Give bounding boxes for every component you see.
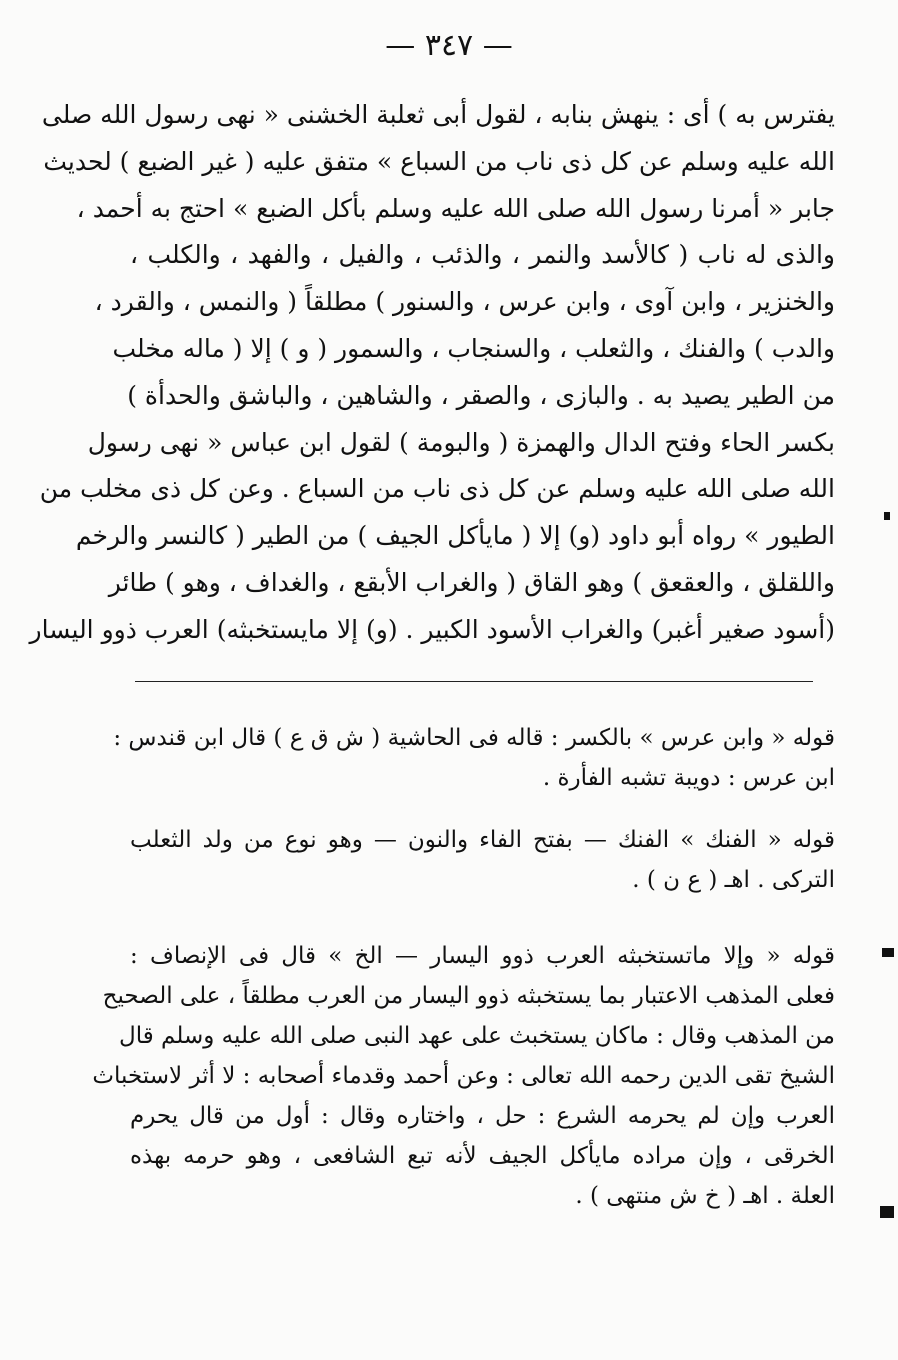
footnote-fanak	[130, 820, 835, 900]
main-text-line: جابر « أمرنا رسول الله صلى الله عليه وسلم بأكل الضبع » احتج به أحمد ،	[76, 193, 835, 223]
footnote-ibn-urs	[113, 718, 835, 798]
footnote-istikhbath	[92, 936, 835, 1216]
footnote-divider	[135, 681, 813, 682]
footnote-line: من المذهب وقال : ماكان يستخبث على عهد النبى صلى الله عليه وسلم قال	[119, 1023, 835, 1049]
margin-mark	[880, 1206, 894, 1218]
footnote-line: التركى . اهـ ( ع ن ) .	[632, 867, 835, 893]
page-number: — ٣٤٧ —	[385, 28, 513, 63]
footnote-line: العرب وإن لم يحرمه الشرع : حل ، واختاره وقال : أول من قال يحرم	[130, 1103, 835, 1129]
main-text-body	[29, 92, 835, 654]
footnote-line: الشيخ تقى الدين رحمه الله تعالى : وعن أحمد وقدماء أصحابه : لا أثر لاستخباث	[92, 1063, 835, 1089]
footnote-line: قوله « وإلا ماتستخبثه العرب ذوو اليسار — الخ » قال فى الإنصاف :	[130, 943, 835, 969]
footnote-line: قوله « الفنك » الفنك — بفتح الفاء والنون — وهو نوع من ولد الثعلب	[130, 827, 835, 853]
main-text-line: والخنزير ، وابن آوى ، وابن عرس ، والسنور ) مطلقاً ( والنمس ، والقرد ،	[94, 287, 835, 317]
footnote-line: العلة . اهـ ( خ ش منتهى ) .	[575, 1183, 835, 1209]
main-text-line: الله صلى الله عليه وسلم عن كل ذى ناب من السباع . وعن كل ذى مخلب من	[39, 474, 835, 504]
main-text-line: الطيور » رواه أبو داود (و) إلا ( مايأكل الجيف ) من الطير ( كالنسر والرخم	[75, 521, 835, 551]
margin-mark	[884, 512, 890, 520]
footnote-line: فعلى المذهب الاعتبار بما يستخبثه ذوو اليسار من العرب مطلقاً ، على الصحيح	[102, 983, 835, 1009]
footnote-line: الخرقى ، وإن مراده مايأكل الجيف لأنه تبع الشافعى ، وهو حرمه بهذه	[130, 1143, 835, 1169]
footnote-line: ابن عرس : دويبة تشبه الفأرة .	[542, 765, 835, 791]
main-text-line: من الطير يصيد به . والبازى ، والصقر ، والشاهين ، والباشق والحدأة )	[127, 380, 835, 410]
footnote-line: قوله « وابن عرس » بالكسر : قاله فى الحاشية ( ش ق ع ) قال ابن قندس :	[113, 725, 835, 751]
main-text-line: بكسر الحاء وفتح الدال والهمزة ( والبومة ) لقول ابن عباس « نهى رسول	[87, 427, 835, 457]
main-text-line: والذى له ناب ( كالأسد والنمر ، والذئب ، والفيل ، والفهد ، والكلب ،	[130, 240, 835, 270]
main-text-line: واللقلق ، والعقعق ) وهو القاق ( والغراب الأبقع ، والغداف ، وهو ) طائر	[108, 567, 835, 597]
main-text-line: (أسود صغير أغبر) والغراب الأسود الكبير . (و) إلا مايستخبثه) العرب ذوو اليسار	[29, 614, 835, 644]
margin-mark	[882, 948, 894, 957]
main-text-line: يفترس به ) أى : ينهش بنابه ، لقول أبى ثعلبة الخشنى « نهى رسول الله صلى	[41, 100, 835, 129]
main-text-line: الله عليه وسلم عن كل ذى ناب من السباع » متفق عليه ( غير الضبع ) لحديث	[43, 146, 835, 176]
main-text-line: والدب ) والفنك ، والثعلب ، والسنجاب ، والسمور ( و ) إلا ( ماله مخلب	[112, 333, 835, 363]
